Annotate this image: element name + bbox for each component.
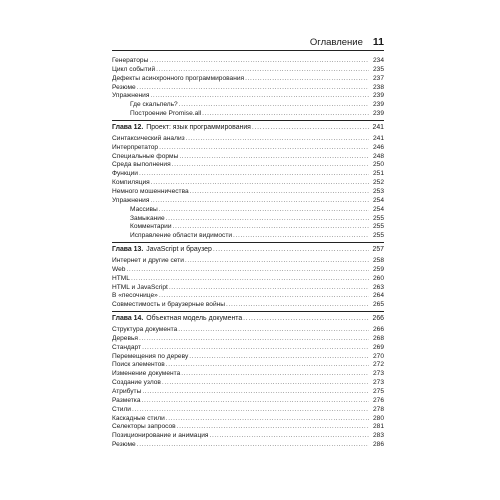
entry-page-number: 276 xyxy=(372,396,384,404)
entry-page-number: 259 xyxy=(372,265,384,273)
entry-page-number: 280 xyxy=(372,414,384,422)
dot-leader xyxy=(252,123,369,132)
entry-page-number: 238 xyxy=(372,83,384,91)
entry-page-number: 270 xyxy=(372,352,384,360)
toc-entry[interactable] xyxy=(112,415,384,424)
entry-title: Специальные формы xyxy=(112,152,179,160)
entry-title: Структура документа xyxy=(112,326,178,334)
entry-title: Изменение документа xyxy=(112,370,181,378)
toc-entry[interactable] xyxy=(112,406,384,415)
entry-title: Среда выполнения xyxy=(112,161,171,169)
dot-leader xyxy=(142,388,369,397)
dot-leader xyxy=(245,75,369,84)
dot-leader xyxy=(209,432,369,441)
entry-title: Стандарт xyxy=(112,343,142,351)
toc-entry[interactable] xyxy=(112,292,384,301)
toc-entry[interactable] xyxy=(112,397,384,406)
entry-title: Атрибуты xyxy=(112,388,142,395)
entry-page-number: 253 xyxy=(372,187,384,195)
entry-title: Резюме xyxy=(112,441,136,449)
toc-subentry[interactable] xyxy=(112,110,384,119)
dot-leader xyxy=(178,326,369,335)
entry-title: Синтаксический анализ xyxy=(112,134,185,142)
toc-entry[interactable] xyxy=(112,144,384,153)
entry-title: Функции xyxy=(112,170,138,178)
dot-leader xyxy=(159,206,369,215)
entry-title: HTML xyxy=(112,274,130,282)
running-header xyxy=(112,32,384,51)
entry-page-number: 239 xyxy=(372,92,384,100)
dot-leader xyxy=(190,188,369,197)
entry-page-number: 268 xyxy=(372,334,384,342)
toc-entry[interactable] xyxy=(112,257,384,266)
entry-title: Цикл событий xyxy=(112,65,156,73)
chapter-title: JavaScript и браузер xyxy=(146,246,212,254)
dot-leader xyxy=(172,161,369,170)
entry-page-number: 258 xyxy=(372,257,384,265)
dot-leader xyxy=(150,92,369,101)
toc-entry[interactable] xyxy=(112,344,384,353)
entry-page-number: 281 xyxy=(372,423,384,431)
entry-title: Немного мошенничества xyxy=(112,187,189,195)
entry-page-number: 278 xyxy=(372,405,384,413)
dot-leader xyxy=(185,257,369,266)
chapter-heading[interactable] xyxy=(112,311,384,323)
dot-leader xyxy=(139,335,369,344)
dot-leader xyxy=(189,353,369,362)
dot-leader xyxy=(139,170,369,179)
toc-entry[interactable] xyxy=(112,423,384,432)
entry-page-number: 251 xyxy=(372,170,384,178)
toc-entry[interactable] xyxy=(112,135,384,144)
entry-title: Перемещения по дереву xyxy=(112,352,189,360)
entry-title: Комментарии xyxy=(130,223,172,231)
entry-page-number: 272 xyxy=(372,361,384,369)
toc-entry[interactable] xyxy=(112,84,384,93)
toc-entry[interactable] xyxy=(112,266,384,275)
dot-leader xyxy=(213,245,369,254)
toc-entry[interactable] xyxy=(112,432,384,441)
dot-leader xyxy=(173,223,369,232)
entry-page-number: 283 xyxy=(372,432,384,440)
entry-title: Позиционирование и анимация xyxy=(112,432,209,440)
entry-page-number: 235 xyxy=(372,65,384,73)
entry-title: Интернет и другие сети xyxy=(112,257,184,265)
toc-entry[interactable] xyxy=(112,361,384,370)
dot-leader xyxy=(149,57,369,66)
dot-leader xyxy=(132,406,369,415)
entry-page-number: 239 xyxy=(372,101,384,109)
toc-entry[interactable] xyxy=(112,57,384,66)
toc-entry[interactable] xyxy=(112,275,384,284)
entry-page-number: 241 xyxy=(372,134,384,142)
dot-leader xyxy=(186,135,369,144)
entry-page-number: 255 xyxy=(372,232,384,240)
toc-entry[interactable] xyxy=(112,388,384,397)
entry-title: Упражнения xyxy=(112,196,150,204)
table-of-contents xyxy=(112,57,384,450)
entry-page-number: 234 xyxy=(372,57,384,64)
entry-page-number: 252 xyxy=(372,179,384,187)
entry-title: HTML и JavaScript xyxy=(112,283,168,291)
chapter-label: Глава 12. xyxy=(112,123,144,131)
dot-leader xyxy=(243,314,369,323)
toc-subentry[interactable] xyxy=(112,223,384,232)
chapter-title: Проект: язык программирования xyxy=(146,123,251,131)
dot-leader xyxy=(226,301,369,310)
chapter-heading[interactable] xyxy=(112,120,384,132)
toc-entry[interactable] xyxy=(112,370,384,379)
entry-title: Исправление области видимости xyxy=(130,232,233,240)
toc-subentry[interactable] xyxy=(112,215,384,224)
entry-title: Упражнения xyxy=(112,92,150,100)
entry-title: Каскадные стили xyxy=(112,414,165,422)
toc-entry[interactable] xyxy=(112,170,384,179)
toc-entry[interactable] xyxy=(112,301,384,310)
entry-page-number: 263 xyxy=(372,283,384,291)
entry-page-number: 254 xyxy=(372,196,384,204)
toc-entry[interactable] xyxy=(112,353,384,362)
entry-page-number: 246 xyxy=(372,143,384,151)
dot-leader xyxy=(233,232,369,241)
entry-page-number: 239 xyxy=(372,110,384,118)
toc-entry[interactable] xyxy=(112,153,384,162)
entry-page-number: 260 xyxy=(372,274,384,282)
dot-leader xyxy=(126,266,369,275)
toc-subentry[interactable] xyxy=(112,206,384,215)
entry-title: Массивы xyxy=(130,205,158,213)
dot-leader xyxy=(137,441,369,450)
entry-page-number: 254 xyxy=(372,205,384,213)
chapter-page-number: 257 xyxy=(372,246,384,254)
entry-title: Разметка xyxy=(112,396,141,404)
dot-leader xyxy=(159,292,369,301)
dot-leader xyxy=(181,370,369,379)
toc-subentry[interactable] xyxy=(112,232,384,241)
entry-title: Интерпретатор xyxy=(112,143,159,151)
entry-page-number: 237 xyxy=(372,74,384,82)
dot-leader xyxy=(166,415,369,424)
dot-leader xyxy=(162,379,369,388)
dot-leader xyxy=(150,197,369,206)
toc-entry[interactable] xyxy=(112,75,384,84)
dot-leader xyxy=(166,361,369,370)
entry-title: Создание узлов xyxy=(112,379,161,387)
toc-entry[interactable] xyxy=(112,92,384,101)
entry-title: Построение Promise.all xyxy=(130,110,202,118)
dot-leader xyxy=(142,344,369,353)
dot-leader xyxy=(156,66,369,75)
entry-title: Где скальпель? xyxy=(130,101,178,109)
dot-leader xyxy=(202,110,369,119)
entry-page-number: 269 xyxy=(372,343,384,351)
entry-title: Замыкание xyxy=(130,214,165,222)
dot-leader xyxy=(166,215,369,224)
toc-entry[interactable] xyxy=(112,284,384,293)
toc-entry[interactable] xyxy=(112,379,384,388)
entry-title: Совместимость и браузерные войны xyxy=(112,301,226,309)
entry-page-number: 286 xyxy=(372,441,384,449)
dot-leader xyxy=(137,84,369,93)
dot-leader xyxy=(169,284,369,293)
entry-title: Компиляция xyxy=(112,179,150,187)
entry-page-number: 275 xyxy=(372,388,384,395)
entry-title: Web xyxy=(112,265,126,273)
entry-page-number: 273 xyxy=(372,370,384,378)
running-header-title: Оглавление xyxy=(309,37,363,48)
entry-page-number: 255 xyxy=(372,223,384,231)
chapter-page-number: 266 xyxy=(372,315,384,323)
toc-entry[interactable] xyxy=(112,188,384,197)
entry-title: В «песочнице» xyxy=(112,292,158,300)
entry-title: Селекторы запросов xyxy=(112,423,176,431)
entry-title: Резюме xyxy=(112,83,136,91)
toc-entry[interactable] xyxy=(112,161,384,170)
entry-title: Поиск элементов xyxy=(112,361,165,369)
dot-leader xyxy=(179,153,369,162)
dot-leader xyxy=(131,275,369,284)
entry-page-number: 273 xyxy=(372,379,384,387)
entry-page-number: 264 xyxy=(372,292,384,300)
toc-entry[interactable] xyxy=(112,335,384,344)
dot-leader xyxy=(159,144,369,153)
chapter-heading[interactable] xyxy=(112,242,384,254)
toc-subentry[interactable] xyxy=(112,101,384,110)
toc-entry[interactable] xyxy=(112,197,384,206)
dot-leader xyxy=(151,179,369,188)
dot-leader xyxy=(142,397,370,406)
dot-leader xyxy=(179,101,369,110)
chapter-label: Глава 13. xyxy=(112,246,144,254)
entry-title: Генераторы xyxy=(112,57,149,64)
toc-entry[interactable] xyxy=(112,179,384,188)
toc-entry[interactable] xyxy=(112,66,384,75)
entry-title: Деревья xyxy=(112,334,138,342)
chapter-page-number: 241 xyxy=(372,123,384,131)
chapter-label: Глава 14. xyxy=(112,315,144,323)
page-number: 11 xyxy=(372,36,384,48)
entry-page-number: 255 xyxy=(372,214,384,222)
toc-entry[interactable] xyxy=(112,441,384,450)
entry-page-number: 250 xyxy=(372,161,384,169)
entry-page-number: 265 xyxy=(372,301,384,309)
dot-leader xyxy=(177,423,369,432)
entry-title: Стили xyxy=(112,405,131,413)
entry-title: Дефекты асинхронного программирования xyxy=(112,74,245,82)
chapter-title: Объектная модель документа xyxy=(146,315,243,323)
entry-page-number: 248 xyxy=(372,152,384,160)
entry-page-number: 266 xyxy=(372,326,384,334)
toc-entry[interactable] xyxy=(112,326,384,335)
